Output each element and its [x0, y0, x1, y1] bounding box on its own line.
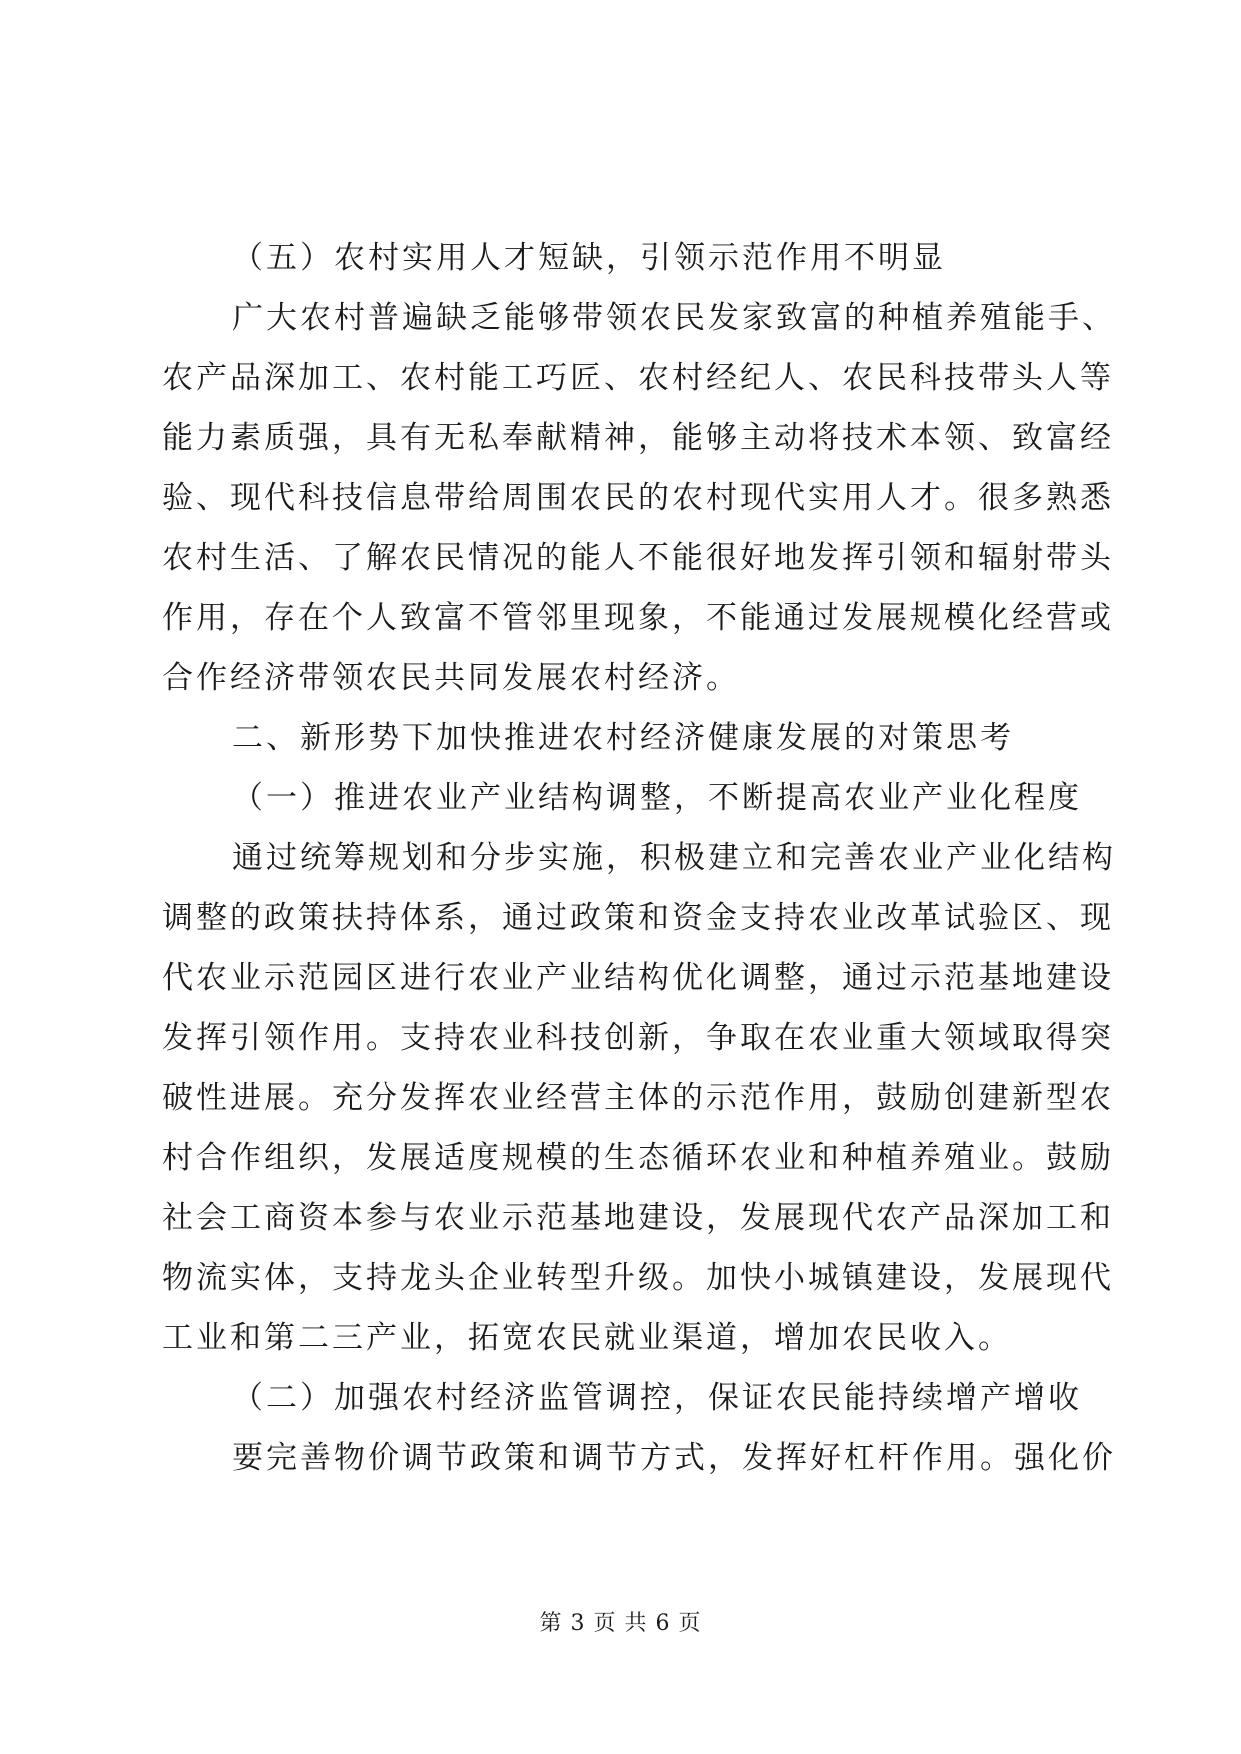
text-line: 破性进展。充分发挥农业经营主体的示范作用，鼓励创建新型农 [162, 1080, 1114, 1116]
document-body [162, 228, 1116, 1488]
section-heading-5 [162, 228, 1082, 288]
section-heading-2 [162, 708, 1082, 768]
text-line: 二、新形势下加快推进农村经济健康发展的对策思考 [232, 720, 1014, 756]
text-line: 能力素质强，具有无私奉献精神，能够主动将技术本领、致富经 [162, 420, 1114, 456]
paragraph-talent-shortage [162, 288, 1116, 708]
text-line: （一）推进农业产业结构调整，不断提高农业产业化程度 [232, 780, 1082, 816]
paragraph-price-regulation [162, 1428, 1116, 1488]
text-line: 合作经济带领农民共同发展农村经济。 [162, 660, 740, 696]
text-line: 验、现代科技信息带给周围农民的农村现代实用人才。很多熟悉 [162, 480, 1114, 516]
text-line: 广大农村普遍缺乏能够带领农民发家致富的种植养殖能手、 [232, 300, 1116, 336]
text-line: 物流实体，支持龙头企业转型升级。加快小城镇建设，发展现代 [162, 1260, 1114, 1296]
text-line: 村合作组织，发展适度规模的生态循环农业和种植养殖业。鼓励 [162, 1140, 1114, 1176]
text-line: 农村生活、了解农民情况的能人不能很好地发挥引领和辐射带头 [162, 540, 1114, 576]
text-line: （二）加强农村经济监管调控，保证农民能持续增产增收 [232, 1380, 1082, 1416]
text-line: 通过统筹规划和分步实施，积极建立和完善农业产业化结构 [232, 840, 1116, 876]
text-line: 作用，存在个人致富不管邻里现象，不能通过发展规模化经营或 [162, 600, 1114, 636]
section-heading-1 [162, 768, 1082, 828]
text-line: 调整的政策扶持体系，通过政策和资金支持农业改革试验区、现 [162, 900, 1114, 936]
text-line: 社会工商资本参与农业示范基地建设，发展现代农产品深加工和 [162, 1200, 1114, 1236]
text-line: （五）农村实用人才短缺，引领示范作用不明显 [232, 240, 946, 276]
text-line: 代农业示范园区进行农业产业结构优化调整，通过示范基地建设 [162, 960, 1114, 996]
paragraph-industry-restructuring [162, 828, 1116, 1368]
text-line: 发挥引领作用。支持农业科技创新，争取在农业重大领域取得突 [162, 1020, 1114, 1056]
section-heading-2-sub [162, 1368, 1082, 1428]
text-line: 农产品深加工、农村能工巧匠、农村经纪人、农民科技带头人等 [162, 360, 1114, 396]
text-line: 要完善物价调节政策和调节方式，发挥好杠杆作用。强化价 [232, 1440, 1116, 1476]
text-line: 工业和第二三产业，拓宽农民就业渠道，增加农民收入。 [162, 1320, 1012, 1356]
page-number-footer: 第 3 页 共 6 页 [539, 1611, 702, 1636]
